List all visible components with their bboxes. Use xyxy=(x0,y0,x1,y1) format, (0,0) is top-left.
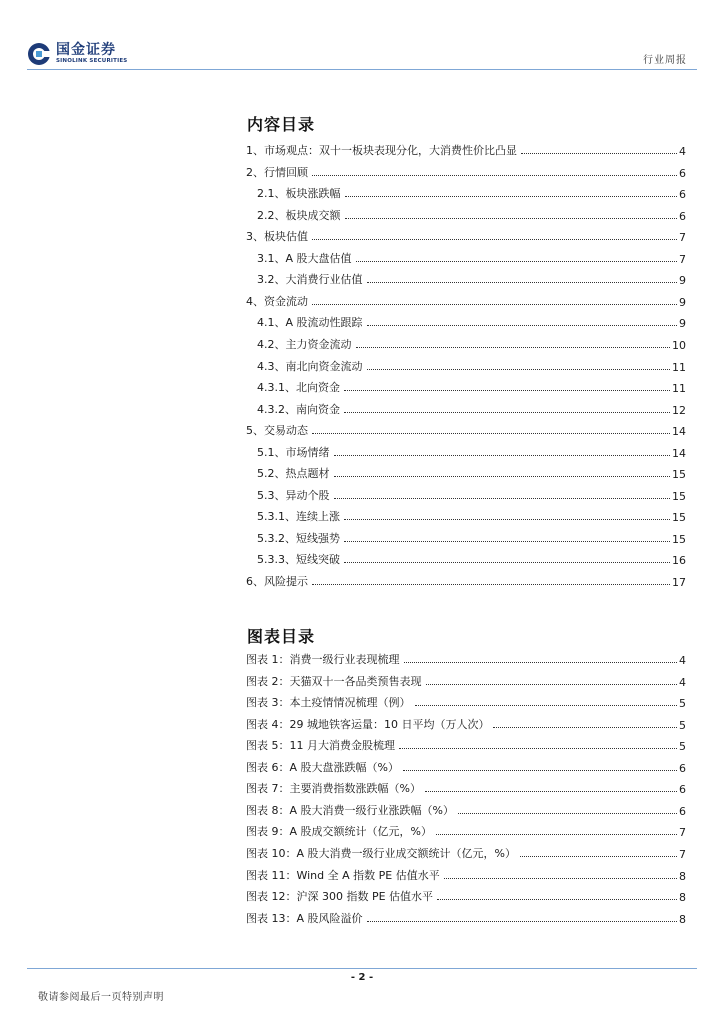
sinolink-logo-icon xyxy=(27,42,51,66)
dot-leader xyxy=(334,454,671,456)
toc-entry-page: 8 xyxy=(679,891,686,905)
toc-entry-label: 图表 1：消费一级行业表现梳理 xyxy=(246,653,400,666)
toc-entry[interactable] xyxy=(246,142,686,158)
figures-title: 图表目录 xyxy=(247,627,316,646)
toc-entry[interactable] xyxy=(257,271,686,287)
dot-leader xyxy=(344,389,670,391)
dot-leader xyxy=(344,411,670,413)
dot-leader xyxy=(426,683,678,685)
toc-entry-page: 9 xyxy=(679,274,686,288)
toc-entry-page: 6 xyxy=(679,166,686,180)
toc-entry-page: 14 xyxy=(672,425,686,439)
toc-entry[interactable] xyxy=(246,759,686,775)
page-number: - 2 - xyxy=(350,972,374,983)
toc-entry-label: 图表 3：本土疫情情况梳理（例） xyxy=(246,696,411,710)
dot-leader xyxy=(312,583,670,585)
toc-entry[interactable] xyxy=(257,508,686,524)
toc-entry-label: 5.3.2、短线强势 xyxy=(257,531,340,545)
toc-entry-page: 8 xyxy=(679,912,686,926)
dot-leader xyxy=(367,368,671,370)
toc-entry-label: 图表 13：A 股风险溢价 xyxy=(246,911,363,925)
dot-leader xyxy=(334,475,671,477)
dot-leader xyxy=(493,726,677,728)
dot-leader xyxy=(458,812,677,814)
dot-leader xyxy=(367,281,678,283)
dot-leader xyxy=(367,324,677,326)
dot-leader xyxy=(356,346,671,348)
toc-entry-page: 15 xyxy=(672,532,686,546)
toc-entry-page: 6 xyxy=(679,209,686,223)
company-name-cn: 国金证券 xyxy=(56,42,116,59)
toc-entry-label: 图表 7：主要消费指数涨跌幅（%） xyxy=(246,782,421,796)
toc-entry-page: 15 xyxy=(672,511,686,525)
toc-entry-label: 图表 2：天猫双十一各品类预售表现 xyxy=(246,674,422,688)
toc-entry[interactable] xyxy=(257,401,686,417)
toc-entry-label: 6、风险提示 xyxy=(246,575,308,588)
toc-entry-label: 图表 4：29 城地铁客运量：10 日平均（万人次） xyxy=(246,717,490,731)
header-divider xyxy=(27,69,697,70)
toc-entry-label: 4.2、主力资金流动 xyxy=(257,337,352,351)
toc-entry-label: 2.2、板块成交额 xyxy=(257,208,341,222)
dot-leader xyxy=(356,260,677,262)
dot-leader xyxy=(415,704,678,706)
toc-entry[interactable] xyxy=(246,422,686,438)
toc-entry-label: 4.3.2、南向资金 xyxy=(257,402,340,416)
disclaimer-text: 敬请参阅最后一页特别声明 xyxy=(38,992,164,1003)
toc-entry-label: 3.2、大消费行业估值 xyxy=(257,273,363,287)
toc-entry[interactable] xyxy=(257,530,686,546)
dot-leader xyxy=(403,769,677,771)
toc-entry[interactable] xyxy=(257,444,686,460)
dot-leader xyxy=(404,661,678,663)
dot-leader xyxy=(437,898,677,900)
dot-leader xyxy=(520,855,677,857)
toc-entry-page: 6 xyxy=(679,804,686,818)
dot-leader xyxy=(312,303,677,305)
contents-title: 内容目录 xyxy=(247,115,316,134)
toc-entry-label: 5.1、市场情绪 xyxy=(257,445,330,459)
toc-entry[interactable] xyxy=(257,250,686,266)
page-header xyxy=(0,0,724,72)
footer-divider xyxy=(27,968,697,969)
toc-entry[interactable] xyxy=(257,465,686,481)
toc-entry-page: 17 xyxy=(672,576,686,589)
toc-entry-label: 3、板块估值 xyxy=(246,230,308,244)
toc-entry-label: 4、资金流动 xyxy=(246,294,308,308)
toc-entry-page: 5 xyxy=(679,740,686,754)
toc-entry-label: 2.1、板块涨跌幅 xyxy=(257,187,341,201)
dot-leader xyxy=(334,497,671,499)
toc-entry[interactable] xyxy=(246,845,686,861)
dot-leader xyxy=(345,195,678,197)
toc-entry[interactable] xyxy=(246,910,686,926)
toc-entry-page: 6 xyxy=(679,761,686,775)
dot-leader xyxy=(312,432,670,434)
dot-leader xyxy=(312,238,677,240)
toc-entry[interactable] xyxy=(257,487,686,503)
toc-entry-page: 6 xyxy=(679,783,686,797)
company-name-en: SINOLINK SECURITIES xyxy=(56,58,128,65)
toc-entry-page: 7 xyxy=(679,231,686,245)
dot-leader xyxy=(345,217,678,219)
toc-entry[interactable] xyxy=(257,551,686,567)
dot-leader xyxy=(367,920,677,922)
toc-entry[interactable] xyxy=(246,651,686,667)
toc-entry-label: 5.3.1、连续上涨 xyxy=(257,510,340,524)
report-type: 行业周报 xyxy=(643,55,687,66)
toc-entry-page: 4 xyxy=(679,145,686,158)
toc-entry-label: 5.3.3、短线突破 xyxy=(257,553,340,567)
toc-entry-page: 5 xyxy=(679,718,686,732)
toc-entry-page: 6 xyxy=(679,188,686,202)
toc-entry[interactable] xyxy=(257,379,686,395)
toc-entry-page: 5 xyxy=(679,697,686,711)
toc-entry[interactable] xyxy=(246,780,686,796)
dot-leader xyxy=(444,877,677,879)
toc-entry-page: 9 xyxy=(679,295,686,309)
toc-entry-page: 15 xyxy=(672,468,686,482)
dot-leader xyxy=(425,790,677,792)
toc-entry[interactable] xyxy=(246,802,686,818)
toc-entry-label: 4.3.1、北向资金 xyxy=(257,381,340,395)
toc-entry-label: 图表 9：A 股成交额统计（亿元，%） xyxy=(246,825,432,839)
dot-leader xyxy=(344,561,670,563)
toc-entry-page: 12 xyxy=(672,403,686,417)
toc-entry-label: 3.1、A 股大盘估值 xyxy=(257,251,352,265)
toc-entry-label: 图表 5：11 月大消费金股梳理 xyxy=(246,739,395,753)
toc-entry-label: 图表 11：Wind 全 A 指数 PE 估值水平 xyxy=(246,868,440,882)
toc-entry[interactable] xyxy=(257,358,686,374)
toc-entry[interactable] xyxy=(246,228,686,244)
toc-entry-page: 11 xyxy=(672,382,686,396)
dot-leader xyxy=(344,518,670,520)
toc-entry-page: 7 xyxy=(679,847,686,861)
toc-entry-page: 11 xyxy=(672,360,686,374)
toc-entry[interactable] xyxy=(246,888,686,904)
toc-entry-page: 14 xyxy=(672,446,686,460)
toc-entry-page: 16 xyxy=(672,554,686,568)
toc-entry[interactable] xyxy=(246,164,686,180)
toc-entry-label: 图表 10：A 股大消费一级行业成交额统计（亿元，%） xyxy=(246,846,516,860)
toc-entry-label: 5.3、异动个股 xyxy=(257,488,330,502)
toc-entry-label: 4.1、A 股流动性跟踪 xyxy=(257,316,363,330)
toc-entry-label: 5、交易动态 xyxy=(246,424,308,438)
toc-entry[interactable] xyxy=(246,293,686,309)
toc-entry-label: 图表 12：沪深 300 指数 PE 估值水平 xyxy=(246,890,434,904)
toc-entry[interactable] xyxy=(246,694,686,710)
toc-entry-label: 2、行情回顾 xyxy=(246,165,308,179)
toc-entry-label: 5.2、热点题材 xyxy=(257,467,330,481)
toc-entry[interactable] xyxy=(246,573,686,589)
toc-entry[interactable] xyxy=(257,207,686,223)
toc-entry[interactable] xyxy=(257,314,686,330)
toc-entry-page: 8 xyxy=(679,869,686,883)
toc-entry-label: 4.3、南北向资金流动 xyxy=(257,359,363,373)
company-logo xyxy=(27,41,127,67)
toc-entry-page: 9 xyxy=(679,317,686,331)
toc-entry[interactable] xyxy=(257,336,686,352)
toc-entry-label: 1、市场观点：双十一板块表现分化，大消费性价比凸显 xyxy=(246,144,517,157)
toc-entry[interactable] xyxy=(246,823,686,839)
dot-leader xyxy=(344,540,670,542)
toc-entry-page: 7 xyxy=(679,252,686,266)
toc-entry-page: 4 xyxy=(679,675,686,689)
toc-entry-page: 4 xyxy=(679,654,686,667)
dot-leader xyxy=(521,152,677,154)
toc-entry-page: 10 xyxy=(672,338,686,352)
toc-entry[interactable] xyxy=(257,185,686,201)
toc-entry[interactable] xyxy=(246,867,686,883)
toc-entry[interactable] xyxy=(246,716,686,732)
dot-leader xyxy=(312,174,677,176)
toc-entry-label: 图表 8：A 股大消费一级行业涨跌幅（%） xyxy=(246,803,454,817)
toc-entry-page: 7 xyxy=(679,826,686,840)
dot-leader xyxy=(436,833,677,835)
toc-entry[interactable] xyxy=(246,673,686,689)
dot-leader xyxy=(399,747,677,749)
toc-entry-label: 图表 6：A 股大盘涨跌幅（%） xyxy=(246,760,399,774)
toc-entry-page: 15 xyxy=(672,489,686,503)
toc-entry[interactable] xyxy=(246,737,686,753)
